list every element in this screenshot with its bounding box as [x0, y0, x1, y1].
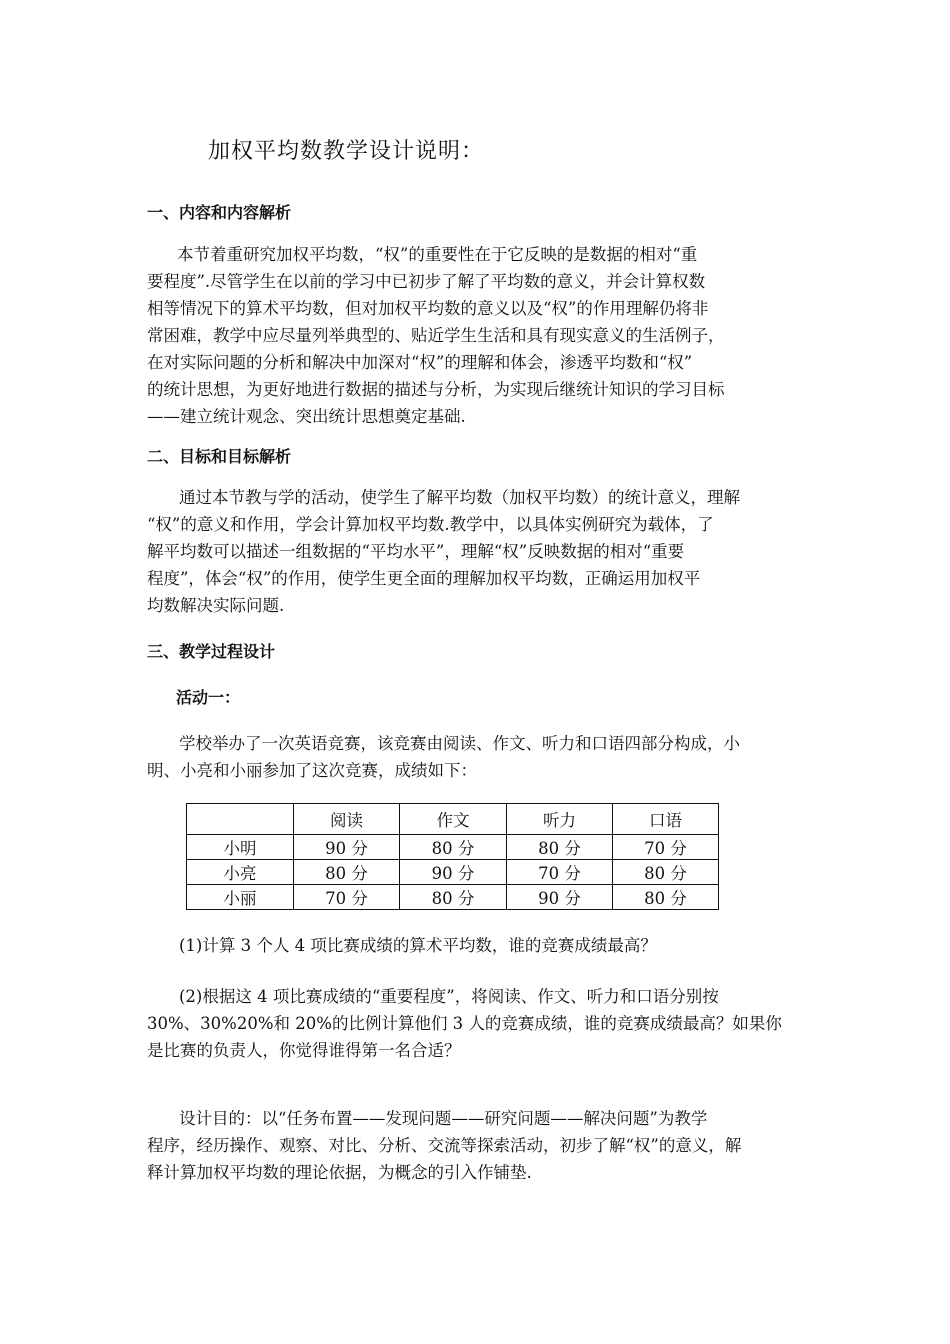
question-2: [147, 983, 815, 1064]
activity-heading: 活动一：: [176, 688, 241, 707]
table-cell: 小丽: [187, 885, 294, 910]
table-cell: 80 分: [507, 835, 613, 860]
paragraph-goals-analysis: [147, 484, 815, 619]
table-cell: 80 分: [613, 885, 719, 910]
text-line: 30%、30%20%和 20%的比例计算他们 3 人的竞赛成绩，谁的竞赛成绩最高？如果你: [147, 1014, 782, 1033]
text-line: 程度”，体会“权”的作用，使学生更全面的理解加权平均数，正确运用加权平: [147, 569, 701, 588]
table-cell: 90 分: [400, 860, 507, 885]
text-line: 程序，经历操作、观察、对比、分析、交流等探索活动，初步了解“权”的意义，解: [147, 1136, 742, 1155]
table-cell: 90 分: [507, 885, 613, 910]
text-line: “权”的意义和作用，学会计算加权平均数.教学中，以具体实例研究为载体，了: [147, 515, 714, 534]
text-line: 相等情况下的算术平均数，但对加权平均数的意义以及“权”的作用理解仍将非: [147, 299, 709, 318]
table-cell: 80 分: [294, 860, 400, 885]
text-line: 在对实际问题的分析和解决中加深对“权”的理解和体会，渗透平均数和“权”: [147, 353, 693, 372]
text-line: ——建立统计观念、突出统计思想奠定基础.: [147, 407, 466, 426]
text-line: 要程度”.尽管学生在以前的学习中已初步了解了平均数的意义，并会计算权数: [147, 272, 706, 291]
text-line: (2)根据这 4 项比赛成绩的“重要程度”，将阅读、作文、听力和口语分别按: [179, 987, 719, 1006]
table-cell: 70 分: [294, 885, 400, 910]
table-cell: 80 分: [400, 835, 507, 860]
table-cell: 小明: [187, 835, 294, 860]
score-table: [186, 803, 719, 910]
table-header-cell: [187, 804, 294, 835]
text-line: 本节着重研究加权平均数，“权”的重要性在于它反映的是数据的相对“重: [177, 245, 698, 264]
question-1: [147, 932, 815, 959]
table-row: [187, 835, 719, 860]
text-line: (1)计算 3 个人 4 项比赛成绩的算术平均数，谁的竞赛成绩最高？: [179, 936, 657, 955]
text-line: 的统计思想，为更好地进行数据的描述与分析，为实现后继统计知识的学习目标: [147, 380, 725, 399]
table-header-row: [187, 804, 719, 835]
paragraph-content-analysis: [147, 241, 815, 430]
section-heading-process: 三、教学过程设计: [147, 642, 276, 661]
design-purpose: [147, 1105, 815, 1186]
table-header-cell: 作文: [400, 804, 507, 835]
section-heading-goals: 二、目标和目标解析: [147, 447, 292, 466]
table-header-cell: 阅读: [294, 804, 400, 835]
table-row: [187, 885, 719, 910]
table-cell: 70 分: [613, 835, 719, 860]
text-line: 常困难，教学中应尽量列举典型的、贴近学生生活和具有现实意义的生活例子，: [147, 326, 725, 345]
text-line: 设计目的：以“任务布置——发现问题——研究问题——解决问题”为教学: [179, 1109, 708, 1128]
page-title: 加权平均数教学设计说明：: [208, 139, 485, 164]
table-cell: 70 分: [507, 860, 613, 885]
table-cell: 80 分: [613, 860, 719, 885]
text-line: 释计算加权平均数的理论依据，为概念的引入作铺垫.: [147, 1163, 532, 1182]
table-cell: 80 分: [400, 885, 507, 910]
text-line: 均数解决实际问题.: [147, 596, 285, 615]
table-row: [187, 860, 719, 885]
text-line: 明、小亮和小丽参加了这次竞赛，成绩如下：: [147, 761, 477, 780]
table-cell: 小亮: [187, 860, 294, 885]
text-line: 解平均数可以描述一组数据的“平均水平”，理解“权”反映数据的相对“重要: [147, 542, 685, 561]
text-line: 是比赛的负责人，你觉得谁得第一名合适？: [147, 1041, 461, 1060]
table-cell: 90 分: [294, 835, 400, 860]
text-line: 学校举办了一次英语竞赛，该竞赛由阅读、作文、听力和口语四部分构成，小: [179, 734, 740, 753]
table-header-cell: 口语: [613, 804, 719, 835]
text-line: 通过本节教与学的活动，使学生了解平均数（加权平均数）的统计意义，理解: [179, 488, 740, 507]
table-header-cell: 听力: [507, 804, 613, 835]
section-heading-content: 一、内容和内容解析: [147, 203, 292, 222]
paragraph-activity-intro: [147, 730, 815, 784]
